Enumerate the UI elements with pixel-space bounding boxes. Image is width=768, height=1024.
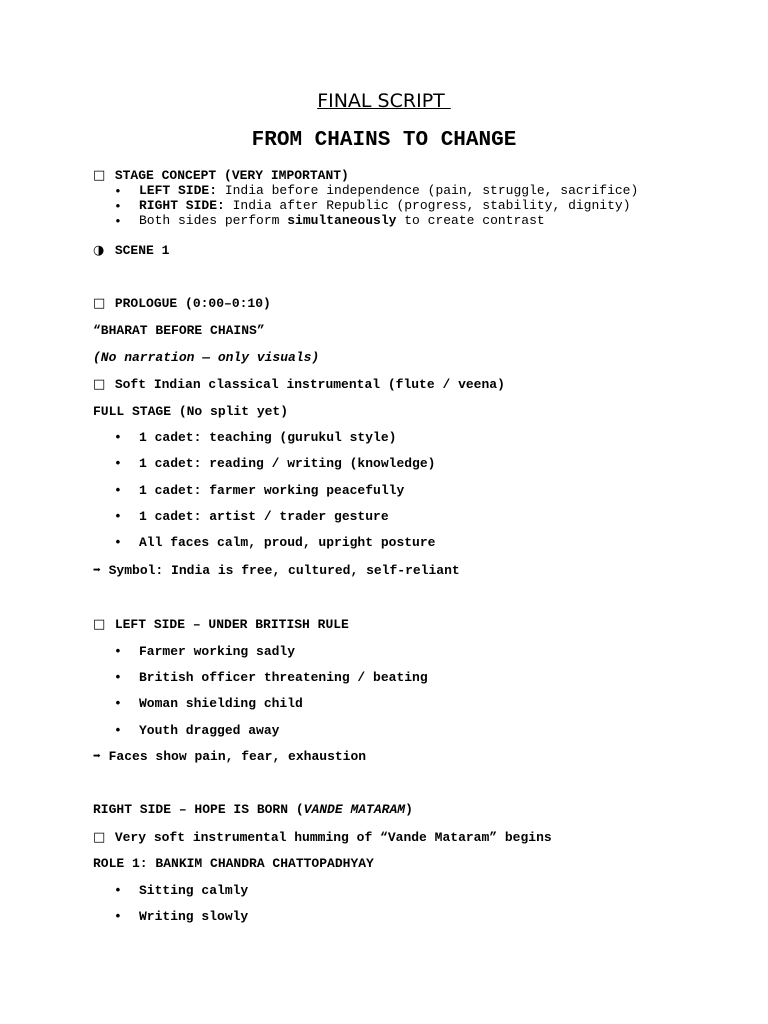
left-side-summary: ➡ Faces show pain, fear, exhaustion (93, 749, 367, 764)
stage-item-text: Both sides perform (139, 213, 288, 228)
bullet-icon: • (114, 535, 122, 550)
bullet-icon: • (114, 483, 122, 498)
stage-item-label: LEFT SIDE: (139, 183, 218, 198)
right-side-heading-text: RIGHT SIDE – HOPE IS BORN ( (93, 802, 304, 817)
scene-heading: SCENE 1 (114, 243, 170, 258)
stage-item-bold: simultaneously (287, 213, 397, 228)
prologue-music: Soft Indian classical instrumental (flute / veena) (114, 377, 505, 392)
placeholder-box-icon: □ (93, 830, 106, 845)
stage-item-label: RIGHT SIDE: (139, 198, 225, 213)
stage-item-both (139, 213, 545, 229)
prologue-music-line (93, 377, 505, 393)
left-side-heading: LEFT SIDE – UNDER BRITISH RULE (114, 617, 349, 632)
list-item: 1 cadet: reading / writing (knowledge) (139, 456, 436, 471)
list-item: Woman shielding child (139, 696, 303, 711)
list-item: Sitting calmly (139, 883, 249, 898)
bullet-icon: • (114, 883, 122, 898)
stage-item-text: India after Republic (progress, stability, dignity) (224, 198, 631, 213)
bullet-icon: • (114, 644, 122, 659)
bullet-icon: • (114, 184, 122, 199)
stage-concept-heading-line (93, 168, 349, 184)
prologue-stage: FULL STAGE (No split yet) (93, 404, 289, 419)
stage-item-right (139, 198, 631, 214)
prologue-note: (No narration — only visuals) (93, 350, 320, 365)
bullet-icon: • (114, 430, 122, 445)
placeholder-box-icon: □ (93, 617, 106, 632)
right-side-heading-text: ) (405, 802, 413, 817)
prologue-name: “BHARAT BEFORE CHAINS” (93, 323, 265, 338)
stage-item-left (139, 183, 638, 199)
prologue-heading: PROLOGUE (0:00–0:10) (114, 296, 271, 311)
right-side-heading (93, 802, 413, 818)
bullet-icon: • (114, 723, 122, 738)
bullet-icon: • (114, 509, 122, 524)
stage-item-text: to create contrast (396, 213, 545, 228)
document-title: FINAL SCRIPT (317, 90, 451, 112)
right-side-music-line (93, 830, 552, 846)
list-item: 1 cadet: artist / trader gesture (139, 509, 389, 524)
half-circle-icon: ◑ (93, 243, 105, 258)
stage-item-text: India before independence (pain, struggle, sacrifice) (217, 183, 639, 198)
bullet-icon: • (114, 909, 122, 924)
list-item: All faces calm, proud, upright posture (139, 535, 436, 550)
left-side-heading-line (93, 617, 349, 633)
placeholder-box-icon: □ (93, 377, 106, 392)
list-item: 1 cadet: farmer working peacefully (139, 483, 405, 498)
placeholder-box-icon: □ (93, 168, 106, 183)
bullet-icon: • (114, 696, 122, 711)
bullet-icon: • (114, 456, 122, 471)
list-item: British officer threatening / beating (139, 670, 428, 685)
list-item: Writing slowly (139, 909, 249, 924)
role-heading: ROLE 1: BANKIM CHANDRA CHATTOPADHYAY (93, 856, 374, 871)
bullet-icon: • (114, 199, 122, 214)
placeholder-box-icon: □ (93, 296, 106, 311)
list-item: Farmer working sadly (139, 644, 296, 659)
prologue-heading-line (93, 296, 271, 312)
list-item: 1 cadet: teaching (gurukul style) (139, 430, 397, 445)
right-side-heading-italic: VANDE MATARAM (303, 802, 406, 817)
right-side-music: Very soft instrumental humming of “Vande Mataram” begins (114, 830, 552, 845)
scene-heading-line (93, 243, 169, 259)
list-item: Youth dragged away (139, 723, 280, 738)
document-subtitle: FROM CHAINS TO CHANGE (251, 129, 517, 152)
stage-concept-heading: STAGE CONCEPT (VERY IMPORTANT) (114, 168, 349, 183)
bullet-icon: • (114, 214, 122, 229)
bullet-icon: • (114, 670, 122, 685)
prologue-symbol: ➡ Symbol: India is free, cultured, self-reliant (93, 563, 460, 578)
